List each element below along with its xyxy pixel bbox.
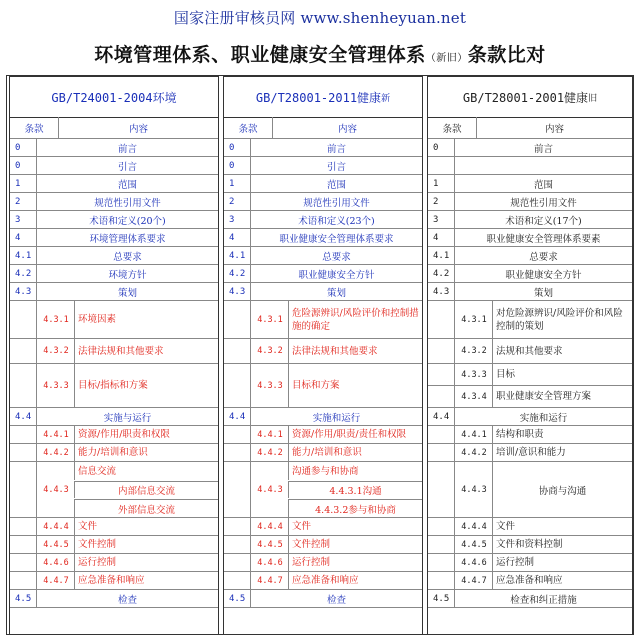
- clause-row: [224, 139, 422, 157]
- clause-row: [10, 462, 218, 518]
- clause-number: 0: [229, 160, 235, 171]
- subclause-number: 4.4.2: [250, 444, 289, 461]
- clause-number: 0: [15, 142, 21, 153]
- subclause-text: 运行控制: [492, 554, 632, 571]
- clause-row: [224, 462, 422, 518]
- subclause-text: 法律法规和其他要求: [288, 339, 422, 363]
- clause-row: [224, 175, 422, 193]
- subclause-text: 对危险源辨识/风险评价和风险控制的策划: [492, 301, 632, 338]
- clause-text: 职业健康安全管理体系要素: [454, 229, 632, 246]
- label-clause: 条款: [24, 123, 44, 135]
- clause-row: [224, 590, 422, 608]
- clause-row: [428, 283, 632, 301]
- clause-text: 引言: [36, 157, 218, 174]
- clause-row: [428, 386, 632, 408]
- subclause-text: 文件控制: [74, 536, 218, 553]
- clause-row: [224, 157, 422, 175]
- subclause-text: 环境因素: [74, 301, 218, 338]
- clause-text: 策划: [454, 283, 632, 300]
- clause-text: 前言: [454, 139, 632, 156]
- column-labels: [10, 117, 218, 139]
- subclause-number: 4.3.2: [454, 339, 493, 363]
- clause-number: 3: [15, 214, 21, 225]
- subclause-number: 4.4.4: [36, 518, 75, 535]
- clause-text: 范围: [454, 175, 632, 192]
- clause-row: [224, 536, 422, 554]
- page-title: [0, 40, 640, 67]
- subclause-number: 4.4.2: [36, 444, 75, 461]
- subclause-number: 4.4.6: [454, 554, 493, 571]
- subclause-text: 协商与沟通: [492, 462, 632, 517]
- clause-number: 4.2: [15, 268, 32, 279]
- column-header: [428, 77, 632, 118]
- clause-text: 规范性引用文件: [250, 193, 422, 210]
- subclause-number: 4.4.5: [250, 536, 289, 553]
- subclause-text: 资源/作用/职责/责任和权限: [288, 426, 422, 443]
- subclause-item: 4.4.3.1沟通: [288, 481, 422, 498]
- clause-row: [224, 554, 422, 572]
- subclause-text: 文件控制: [288, 536, 422, 553]
- column-header-text: GB/T28001-2001健康: [462, 90, 589, 105]
- clause-number: 2: [433, 196, 439, 207]
- clause-row: [428, 229, 632, 247]
- clause-row: [10, 554, 218, 572]
- clause-text: 职业健康安全方针: [454, 265, 632, 282]
- title-small: （新旧）: [425, 53, 468, 64]
- subclause-text: 应急准备和响应: [74, 572, 218, 589]
- subclause-text: 结构和职责: [492, 426, 632, 443]
- clause-row: [428, 536, 632, 554]
- clause-row: [10, 590, 218, 608]
- clause-number: 4.3: [229, 286, 246, 297]
- clause-number: 4.3: [433, 286, 450, 297]
- clause-text: 术语和定义(17个): [454, 211, 632, 228]
- subclause-number: 4.4.1: [250, 426, 289, 443]
- comparison-table: [6, 75, 634, 635]
- clause-number: 4.1: [229, 250, 246, 261]
- subclause-number: 4.4.4: [454, 518, 493, 535]
- label-clause: 条款: [442, 123, 462, 135]
- subclause-number: 4.4.7: [250, 572, 289, 589]
- column-gb28001-2001: [427, 76, 633, 635]
- clause-row: [10, 157, 218, 175]
- clause-number: 4: [229, 232, 235, 243]
- clause-number: [428, 157, 454, 174]
- subclause-number: 4.3.1: [36, 301, 75, 338]
- subclause-number: 4.3.4: [454, 386, 493, 407]
- clause-row: [428, 426, 632, 444]
- clause-number: 2: [15, 196, 21, 207]
- clause-text: 环境方针: [36, 265, 218, 282]
- clause-number: 4: [433, 232, 439, 243]
- column-header-text: GB/T24001-2004环境: [51, 90, 177, 105]
- column-header-text: GB/T28001-2011健康: [255, 90, 382, 105]
- title-tail: 条款比对: [467, 44, 546, 66]
- clause-row: [10, 426, 218, 444]
- column-header: [10, 77, 218, 118]
- column-header-suffix: 新: [381, 93, 391, 104]
- label-content: 内容: [272, 117, 422, 138]
- column-gb24001: [9, 76, 219, 635]
- column-labels: [224, 117, 422, 139]
- subclause-text: 能力/培训和意识: [74, 444, 218, 461]
- clause-row: [224, 408, 422, 426]
- subclause-number: 4.3.2: [250, 339, 289, 363]
- clause-row: [10, 518, 218, 536]
- subclause-number: 4.4.5: [36, 536, 75, 553]
- subclause-number: 4.4.1: [36, 426, 75, 443]
- clause-number: 0: [229, 142, 235, 153]
- subclause-item: 内部信息交流: [74, 481, 218, 498]
- clause-row: [10, 408, 218, 426]
- subclause-number: 4.4.6: [36, 554, 75, 571]
- clause-number: 4.5: [433, 593, 450, 604]
- column-labels: [428, 117, 632, 139]
- subclause-text: 文件: [492, 518, 632, 535]
- clause-text: 范围: [36, 175, 218, 192]
- clause-row: [224, 265, 422, 283]
- clause-text: 规范性引用文件: [454, 193, 632, 210]
- subclause-text: 目标/指标和方案: [74, 364, 218, 407]
- clause-row: [428, 211, 632, 229]
- clause-text: 策划: [250, 283, 422, 300]
- subclause-number: 4.3.3: [454, 364, 493, 385]
- clause-text: 规范性引用文件: [36, 193, 218, 210]
- clause-number: 4.1: [433, 250, 450, 261]
- clause-row: [10, 175, 218, 193]
- clause-row: [428, 590, 632, 608]
- clause-number: 4.3: [15, 286, 32, 297]
- subclause-number: 4.4.7: [36, 572, 75, 589]
- subclause-number: 4.3.3: [250, 364, 289, 407]
- clause-row: [10, 139, 218, 157]
- clause-number: 4: [15, 232, 21, 243]
- clause-row: [10, 572, 218, 590]
- clause-text: 总要求: [454, 247, 632, 264]
- clause-row: [224, 229, 422, 247]
- subclause-text: 沟通参与和协商: [288, 462, 422, 480]
- clause-row: [428, 572, 632, 590]
- title-main: 环境管理体系、职业健康安全管理体系: [94, 44, 426, 66]
- clause-text: 总要求: [36, 247, 218, 264]
- clause-row: [10, 301, 218, 339]
- subclause-text: 应急准备和响应: [492, 572, 632, 589]
- clause-row: [428, 462, 632, 518]
- clause-number: 4.4: [229, 411, 246, 422]
- clause-row: [428, 157, 632, 175]
- clause-text: 实施与运行: [36, 408, 218, 425]
- subclause-text: 运行控制: [74, 554, 218, 571]
- clause-text: 职业健康安全方针: [250, 265, 422, 282]
- clause-number: 1: [229, 178, 235, 189]
- subclause-number: 4.4.3: [250, 462, 289, 517]
- subclause-number: 4.3.1: [250, 301, 289, 338]
- subclause-text: 法规和其他要求: [492, 339, 632, 363]
- clause-text: 术语和定义(23个): [250, 211, 422, 228]
- subclause-text: 资源/作用/职责和权限: [74, 426, 218, 443]
- clause-row: [10, 265, 218, 283]
- label-content: 内容: [58, 117, 218, 138]
- clause-text: 环境管理体系要求: [36, 229, 218, 246]
- subclause-number: 4.4.2: [454, 444, 493, 461]
- clause-row: [10, 283, 218, 301]
- clause-number: 0: [15, 160, 21, 171]
- subclause-item: 4.4.3.2参与和协商: [288, 499, 422, 517]
- subclause-number: 4.4.1: [454, 426, 493, 443]
- subclause-text: 培训/意识和能力: [492, 444, 632, 461]
- clause-row: [428, 247, 632, 265]
- subclause-text: 法律法规和其他要求: [74, 339, 218, 363]
- subclause-number: 4.4.6: [250, 554, 289, 571]
- clause-row: [428, 554, 632, 572]
- clause-number: 4.1: [15, 250, 32, 261]
- clause-row: [10, 536, 218, 554]
- clause-number: 4.2: [229, 268, 246, 279]
- column-gb28001-2011: [223, 76, 423, 635]
- clause-text: [454, 157, 632, 174]
- clause-text: 检查: [250, 590, 422, 607]
- clause-row: [224, 247, 422, 265]
- column-header: [224, 77, 422, 118]
- subclause-text: 目标: [492, 364, 632, 385]
- clause-row: [224, 444, 422, 462]
- clause-text: 术语和定义(20个): [36, 211, 218, 228]
- clause-row: [10, 211, 218, 229]
- clause-row: [10, 339, 218, 364]
- clause-row: [224, 339, 422, 364]
- label-content: 内容: [476, 117, 632, 138]
- clause-row: [428, 444, 632, 462]
- clause-number: 0: [433, 142, 439, 153]
- clause-text: 前言: [36, 139, 218, 156]
- subclause-text: 文件: [74, 518, 218, 535]
- subclause-text: 目标和方案: [288, 364, 422, 407]
- subclause-text: 能力/培训和意识: [288, 444, 422, 461]
- clause-row: [224, 518, 422, 536]
- clause-row: [428, 265, 632, 283]
- subclause-number: 4.3.2: [36, 339, 75, 363]
- clause-row: [428, 364, 632, 386]
- subclause-text: 文件: [288, 518, 422, 535]
- clause-text: 策划: [36, 283, 218, 300]
- clause-row: [428, 175, 632, 193]
- subclause-text: 运行控制: [288, 554, 422, 571]
- clause-row: [224, 426, 422, 444]
- clause-text: 引言: [250, 157, 422, 174]
- clause-text: 检查: [36, 590, 218, 607]
- clause-text: 前言: [250, 139, 422, 156]
- clause-row: [428, 518, 632, 536]
- clause-number: 4.5: [15, 593, 32, 604]
- clause-text: 实施和运行: [454, 408, 632, 425]
- clause-text: 总要求: [250, 247, 422, 264]
- clause-row: [428, 193, 632, 211]
- clause-number: 4.4: [433, 411, 450, 422]
- clause-number: 4.5: [229, 593, 246, 604]
- clause-row: [10, 229, 218, 247]
- site-banner[interactable]: 国家注册审核员网 www.shenheyuan.net: [173, 9, 467, 27]
- clause-row: [10, 193, 218, 211]
- clause-text: 范围: [250, 175, 422, 192]
- clause-row: [10, 444, 218, 462]
- clause-row: [428, 139, 632, 157]
- column-header-suffix: 旧: [588, 93, 598, 104]
- clause-row: [428, 339, 632, 364]
- subclause-text: 文件和资料控制: [492, 536, 632, 553]
- clause-number: 3: [433, 214, 439, 225]
- subclause-text: 危险源辨识/风险评价和控制措施的确定: [288, 301, 422, 338]
- subclause-number: 4.4.7: [454, 572, 493, 589]
- clause-row: [224, 572, 422, 590]
- subclause-number: 4.3.1: [454, 301, 493, 338]
- clause-row: [224, 364, 422, 408]
- clause-number: 2: [229, 196, 235, 207]
- subclause-text: 职业健康安全管理方案: [492, 386, 632, 407]
- subclause-number: 4.4.3: [36, 462, 75, 517]
- clause-row: [224, 193, 422, 211]
- subclause-number: 4.4.3: [454, 462, 493, 517]
- clause-number: 4.2: [433, 268, 450, 279]
- clause-row: [224, 283, 422, 301]
- clause-number: 1: [15, 178, 21, 189]
- clause-number: 1: [433, 178, 439, 189]
- clause-number: 3: [229, 214, 235, 225]
- clause-row: [10, 364, 218, 408]
- subclause-text: 信息交流: [74, 462, 218, 480]
- label-clause: 条款: [238, 123, 258, 135]
- subclause-number: 4.4.4: [250, 518, 289, 535]
- clause-text: 实施和运行: [250, 408, 422, 425]
- subclause-number: 4.4.5: [454, 536, 493, 553]
- clause-row: [428, 301, 632, 339]
- clause-text: 检查和纠正措施: [454, 590, 632, 607]
- clause-row: [224, 211, 422, 229]
- clause-row: [224, 301, 422, 339]
- subclause-item: 外部信息交流: [74, 499, 218, 517]
- clause-row: [428, 408, 632, 426]
- subclause-number: 4.3.3: [36, 364, 75, 407]
- clause-row: [10, 247, 218, 265]
- clause-text: 职业健康安全管理体系要求: [250, 229, 422, 246]
- clause-number: 4.4: [15, 411, 32, 422]
- subclause-text: 应急准备和响应: [288, 572, 422, 589]
